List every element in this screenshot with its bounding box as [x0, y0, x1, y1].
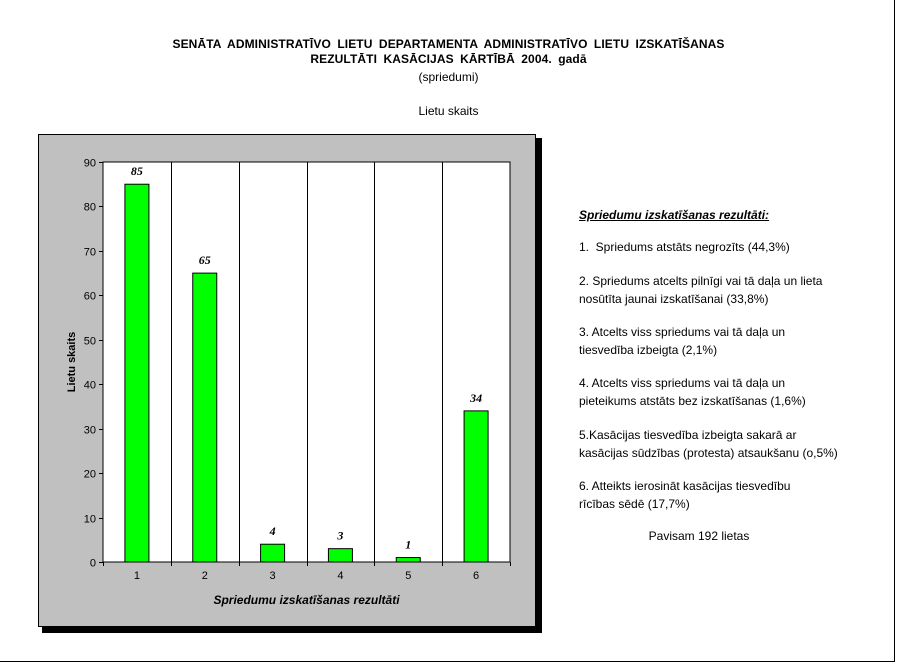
chart-title: Lietu skaits — [418, 104, 479, 118]
y-tick-label: 60 — [83, 290, 96, 303]
y-tick-label: 90 — [83, 157, 96, 170]
y-axis-title: Lietu skaits — [66, 331, 78, 393]
y-tick-label: 0 — [89, 557, 96, 570]
bar — [125, 184, 149, 562]
bar — [396, 558, 420, 562]
x-tick-label: 1 — [133, 570, 140, 582]
legend-item-3-line1: 3. Atcelts viss spriedums vai tā daļa un — [579, 325, 786, 339]
x-tick-label: 4 — [337, 570, 344, 582]
page-title-line1: SENĀTA ADMINISTRATĪVO LIETU DEPARTAMENTA ADMINISTRATĪVO LIETU IZSKATĪŠANAS — [172, 37, 725, 51]
bar — [464, 411, 488, 562]
legend-item-1 — [579, 238, 879, 256]
legend-item-3-line2: tiesvedība izbeigta (2,1%) — [579, 343, 718, 357]
bar — [193, 273, 217, 562]
x-tick-label: 3 — [269, 570, 276, 582]
chart-area — [38, 134, 536, 627]
y-tick-label: 10 — [83, 513, 96, 526]
y-tick-label: 70 — [83, 246, 96, 259]
page-title-line2: REZULTĀTI KASĀCIJAS KĀRTĪBĀ 2004. gadā — [310, 52, 587, 66]
legend-item-4 — [579, 374, 879, 410]
data-label: 65 — [198, 253, 211, 268]
legend-item-2-line2: nosūtīta jaunai izskatīšanai (33,8%) — [579, 292, 769, 306]
data-label: 3 — [337, 528, 344, 543]
data-label: 34 — [470, 390, 483, 405]
legend-item-2-line1: 2. Spriedums atcelts pilnīgi vai tā daļa un lieta — [579, 274, 823, 288]
bar-chart — [39, 135, 535, 626]
x-tick-label: 2 — [201, 570, 208, 582]
legend-heading: Spriedumu izskatīšanas rezultāti: — [579, 208, 770, 222]
y-tick-label: 20 — [83, 468, 96, 481]
data-label: 1 — [405, 537, 412, 552]
legend — [579, 206, 879, 543]
y-tick-label: 80 — [83, 201, 96, 214]
x-tick-label: 6 — [473, 570, 480, 582]
legend-item-6-line2: rīcības sēdē (17,7%) — [579, 497, 690, 511]
plot-area — [103, 162, 510, 562]
bar — [328, 549, 352, 562]
legend-item-1-line1: 1. Spriedums atstāts negrozīts (44,3%) — [579, 240, 790, 254]
x-axis-title: Spriedumu izskatīšanas rezultāti — [213, 593, 400, 607]
legend-item-3 — [579, 323, 879, 359]
legend-item-5 — [579, 426, 879, 462]
page-subtitle: (spriedumi) — [418, 70, 479, 84]
y-tick-label: 50 — [83, 335, 96, 348]
legend-total: Pavisam 192 lietas — [648, 529, 750, 543]
legend-item-5-line1: 5.Kasācijas tiesvedība izbeigta sakarā ar — [579, 428, 797, 442]
legend-item-5-line2: kasācijas sūdzības (protesta) atsaukšanu (o,5%) — [579, 446, 838, 460]
legend-item-4-line2: pieteikums atstāts bez izskatīšanas (1,6%) — [579, 394, 806, 408]
legend-item-4-line1: 4. Atcelts viss spriedums vai tā daļa un — [579, 376, 786, 390]
frame-border-right — [894, 0, 895, 662]
data-label: 4 — [269, 524, 276, 539]
y-tick-label: 30 — [83, 424, 96, 437]
x-tick-label: 5 — [405, 570, 412, 582]
frame-border-bottom — [0, 661, 895, 662]
bar — [261, 544, 285, 562]
legend-item-2 — [579, 272, 879, 308]
data-label: 85 — [130, 164, 143, 179]
legend-item-6-line1: 6. Atteikts ierosināt kasācijas tiesvedību — [579, 479, 791, 493]
legend-item-6 — [579, 477, 879, 513]
y-tick-label: 40 — [83, 379, 96, 392]
